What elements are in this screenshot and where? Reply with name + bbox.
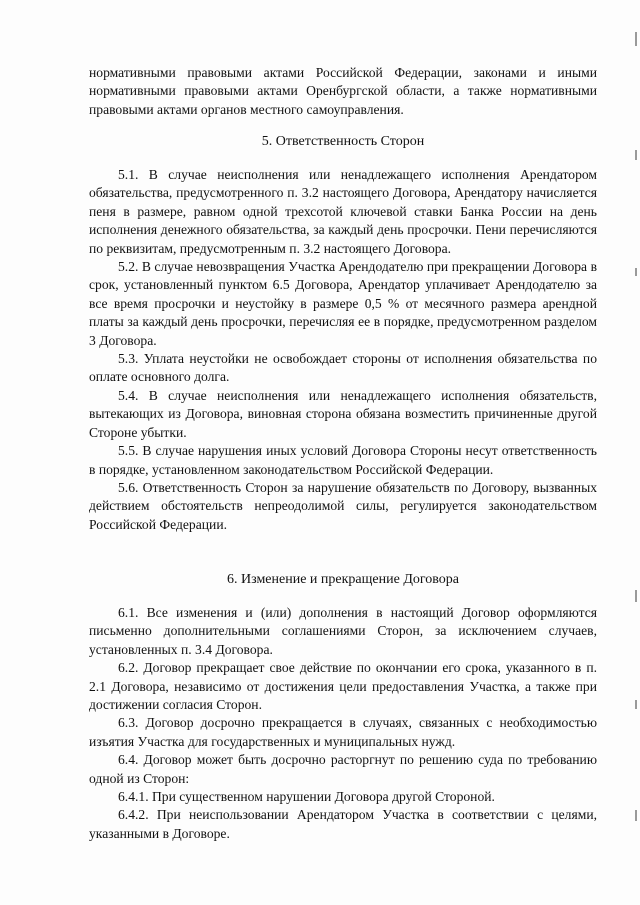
section-5-title: 5. Ответственность Сторон <box>261 134 425 149</box>
scan-binder-edge <box>628 0 640 905</box>
clause-6-4: 6.4. Договор может быть досрочно расторгнут по решению суда по требованию одной из Сторон: <box>89 752 597 786</box>
section-6-body <box>89 604 597 843</box>
binder-mark <box>635 700 637 709</box>
intro-paragraph: нормативными правовыми актами Российской Федерации, законами и иными нормативными правовыми актами Оренбургской области, а также нормативными правовыми актами органов местного самоуправления. <box>89 65 597 117</box>
clause-6-3: 6.3. Договор досрочно прекращается в случаях, связанных с необходимостью изъятия Участка для государственных и муниципальных нужд. <box>89 715 597 749</box>
section-5-body <box>89 166 597 534</box>
clause-6-1: 6.1. Все изменения и (или) дополнения в настоящий Договор оформляются письменно дополнительными соглашениями Сторон, за исключением случаев, установленных п. 3.4 Договора. <box>89 605 597 657</box>
clause-5-4: 5.4. В случае неисполнения или ненадлежащего исполнения обязательств, вытекающих из Договора, виновная сторона обязана возместить причиненные другой Стороне убытки. <box>89 387 597 440</box>
clause-6-4-1: 6.4.1. При существенном нарушении Договора другой Стороной. <box>118 789 495 805</box>
binder-mark <box>635 590 637 602</box>
binder-mark <box>635 268 637 276</box>
clause-6-4-2: 6.4.2. При неиспользовании Арендатором Участка в соответствии с целями, указанными в Договоре. <box>89 807 597 841</box>
section-5-heading-block <box>89 133 597 151</box>
binder-mark <box>635 32 637 46</box>
binder-mark <box>635 150 637 160</box>
clause-5-3: 5.3. Уплата неустойки не освобождает стороны от исполнения обязательства по оплате основного долга. <box>89 351 597 385</box>
section-6-heading-block <box>89 571 597 589</box>
intro-block <box>89 64 597 119</box>
clause-5-2: 5.2. В случае невозвращения Участка Арендодателю при прекращении Договора в срок, установленный пунктом 6.5 Договора, Арендатор уплачивает Арендодателю за все время просрочки и неустойку в размере 0,5 % от месячного размера арендной платы за каждый день просрочки, перечисляя ее в порядке, предусмотренном разделом 3 Договора. <box>89 259 597 348</box>
section-6-title: 6. Изменение и прекращение Договора <box>227 572 459 587</box>
clause-5-6: 5.6. Ответственность Сторон за нарушение обязательств по Договору, вызванных действием обстоятельств непреодолимой силы, регулируется законодательством Российской Федерации. <box>89 479 597 532</box>
clause-6-2: 6.2. Договор прекращает свое действие по окончании его срока, указанного в п. 2.1 Договора, независимо от достижения цели предоставления Участка, а также при достижении согласия Сторон. <box>89 660 597 713</box>
binder-mark <box>635 810 637 821</box>
clause-5-1: 5.1. В случае неисполнения или ненадлежащего исполнения Арендатором обязательства, предусмотренного п. 3.2 настоящего Договора, Арендатору начисляется пеня в размере, равном одной трехсотой ключевой ставки Банка России на день исполнения денежного обязательства, за каждый день просрочки. Пени перечисляются по реквизитам, предусмотренным п. 3.2 настоящего Договора. <box>89 167 597 256</box>
clause-5-5: 5.5. В случае нарушения иных условий Договора Стороны несут ответственность в порядке, установленном законодательством Российской Федерации. <box>89 443 597 477</box>
